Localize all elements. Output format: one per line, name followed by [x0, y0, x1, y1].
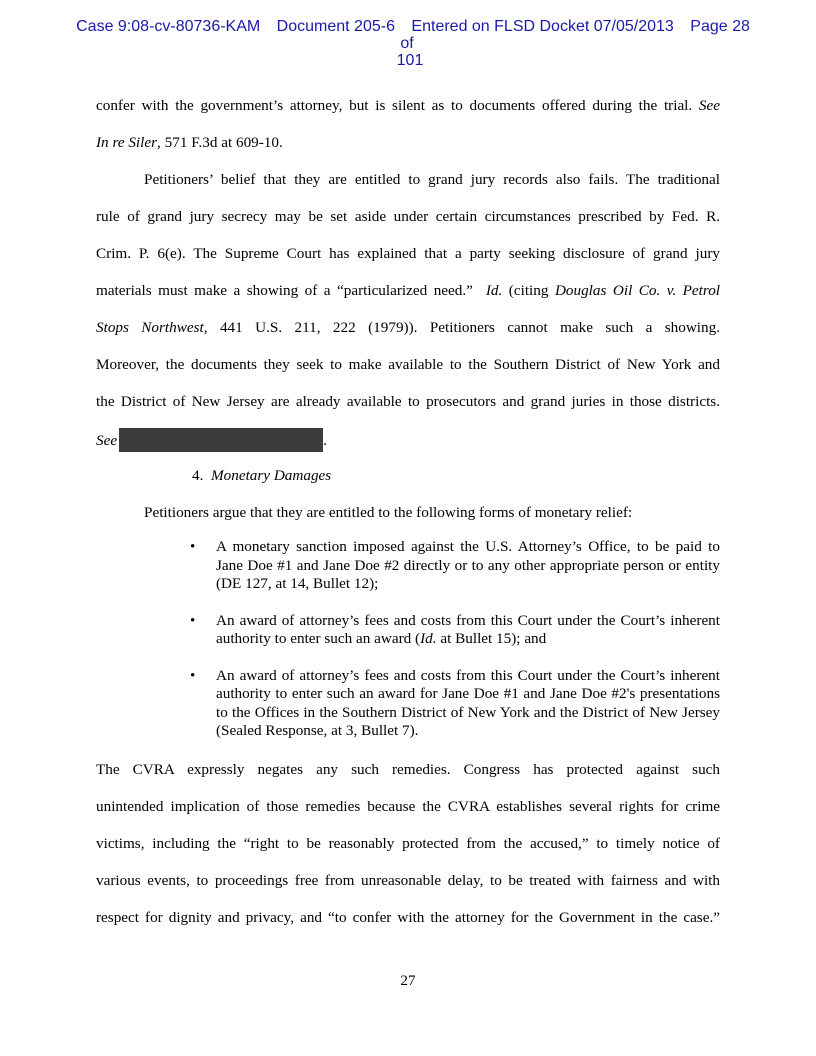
para2-line7: the District of New Jersey are already available to prosecutors and grand juries in those districts. — [96, 393, 720, 410]
list-item: • An award of attorney’s fees and costs from this Court under the Court’s inherent authority to enter such an award for Jane Doe #1 and Jane Doe #2's presentations to the Offices in the Southern District of New York and the District of New Jersey (Sealed Response, at 3, Bullet 7). — [190, 666, 720, 739]
para4-line2: unintended implication of those remedies because the CVRA establishes several rights for crime — [96, 797, 720, 815]
section-heading: 4. Monetary Damages — [192, 467, 332, 484]
para1-line2: In re Siler, 571 F.3d at 609-10. — [96, 134, 283, 151]
document-body — [96, 95, 720, 944]
header-page: Page 28 of — [400, 18, 750, 52]
header-case: Case 9:08-cv-80736-KAM — [76, 18, 261, 35]
bullet-icon: • — [190, 666, 196, 684]
para3-intro: Petitioners argue that they are entitled to the following forms of monetary relief: — [144, 504, 633, 521]
para4-line5: respect for dignity and privacy, and “to confer with the attorney for the Government in the case.” — [96, 908, 720, 926]
see-signal: See — [698, 97, 720, 114]
para4-line3: victims, including the “right to be reasonably protected from the accused,” to timely notice of — [96, 834, 720, 852]
header-entered: Entered on FLSD Docket 07/05/2013 — [411, 18, 674, 35]
case-cite: In re Siler — [96, 134, 158, 151]
header-total: 101 — [396, 52, 424, 69]
para2-line3: Crim. P. 6(e). The Supreme Court has explained that a party seeking disclosure of grand jury — [96, 245, 720, 262]
page-number: 27 — [400, 972, 416, 989]
bullet-icon: • — [190, 611, 196, 629]
bullet-icon: • — [190, 538, 196, 555]
list-item: • A monetary sanction imposed against the U.S. Attorney’s Office, to be paid to Jane Doe #1 and Jane Doe #2 directly or to any other appropriate person or entity (DE 127, at 14, Bullet 12); — [190, 538, 720, 592]
docket-header — [60, 18, 760, 69]
para1-line1: confer with the government’s attorney, but is silent as to documents offered during the trial. See — [96, 97, 720, 114]
relief-list — [96, 538, 720, 741]
para2-line5: Stops Northwest, 441 U.S. 211, 222 (1979)). Petitioners cannot make such a showing. — [96, 319, 720, 336]
para2-line8: See . — [96, 428, 720, 465]
para2-line6: Moreover, the documents they seek to make available to the Southern District of New York and — [96, 356, 720, 373]
header-document: Document 205-6 — [276, 18, 395, 35]
list-item: • An award of attorney’s fees and costs from this Court under the Court’s inherent authority to enter such an award (Id. at Bullet 15); and — [190, 611, 720, 647]
para4-line1: The CVRA expressly negates any such remedies. Congress has protected against such — [96, 760, 720, 778]
para2-line1: Petitioners’ belief that they are entitled to grand jury records also fails. The traditional — [144, 171, 720, 188]
para2-line4: materials must make a showing of a “particularized need.” Id. (citing Douglas Oil Co. v. Petrol — [96, 282, 721, 299]
redaction-block — [119, 428, 323, 452]
para4-line4: various events, to proceedings free from unreasonable delay, to be treated with fairness and with — [96, 871, 720, 889]
para2-line2: rule of grand jury secrecy may be set aside under certain circumstances prescribed by Fed. R. — [96, 208, 720, 225]
